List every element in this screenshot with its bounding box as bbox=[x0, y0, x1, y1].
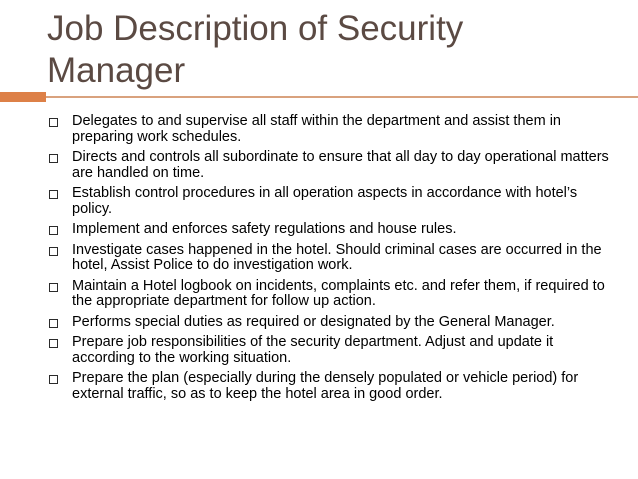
bullet-text: Delegates to and supervise all staff within the department and assist them in preparing work schedules. bbox=[72, 113, 561, 145]
bullet-text: Prepare the plan (especially during the densely populated or vehicle period) for external traffic, so as to keep the hotel area in good order. bbox=[72, 370, 579, 402]
square-bullet-icon bbox=[49, 375, 58, 384]
title-divider-accent bbox=[0, 92, 46, 102]
bullet-item bbox=[49, 150, 619, 181]
bullet-item bbox=[49, 335, 619, 366]
bullet-item bbox=[49, 243, 619, 274]
bullet-text: Prepare job responsibilities of the security department. Adjust and update it according to the working situation. bbox=[72, 334, 554, 366]
square-bullet-icon bbox=[49, 118, 58, 127]
bullet-item bbox=[49, 279, 619, 310]
bullet-text: Implement and enforces safety regulations and house rules. bbox=[72, 221, 457, 237]
square-bullet-icon bbox=[49, 154, 58, 163]
bullet-item bbox=[49, 315, 619, 331]
square-bullet-icon bbox=[49, 339, 58, 348]
square-bullet-icon bbox=[49, 319, 58, 328]
bullet-item bbox=[49, 186, 619, 217]
bullet-item bbox=[49, 114, 619, 145]
bullet-text: Establish control procedures in all operation aspects in accordance with hotel’s policy. bbox=[72, 185, 578, 217]
bullet-item bbox=[49, 222, 619, 238]
bullet-text: Investigate cases happened in the hotel. Should criminal cases are occurred in the hotel, Assist Police to do investigation work. bbox=[72, 241, 602, 273]
square-bullet-icon bbox=[49, 247, 58, 256]
bullet-list bbox=[49, 114, 619, 407]
square-bullet-icon bbox=[49, 283, 58, 292]
square-bullet-icon bbox=[49, 190, 58, 199]
bullet-text: Directs and controls all subordinate to ensure that all day to day operational matters are handled on time. bbox=[72, 149, 609, 181]
slide-title: Job Description of Security Manager bbox=[47, 9, 464, 90]
bullet-text: Performs special duties as required or designated by the General Manager. bbox=[72, 313, 555, 330]
square-bullet-icon bbox=[49, 226, 58, 235]
bullet-item bbox=[49, 371, 619, 402]
title-divider-line bbox=[46, 96, 638, 98]
bullet-text: Maintain a Hotel logbook on incidents, complaints etc. and refer them, if required to the appropriate department for follow up action. bbox=[72, 277, 605, 309]
